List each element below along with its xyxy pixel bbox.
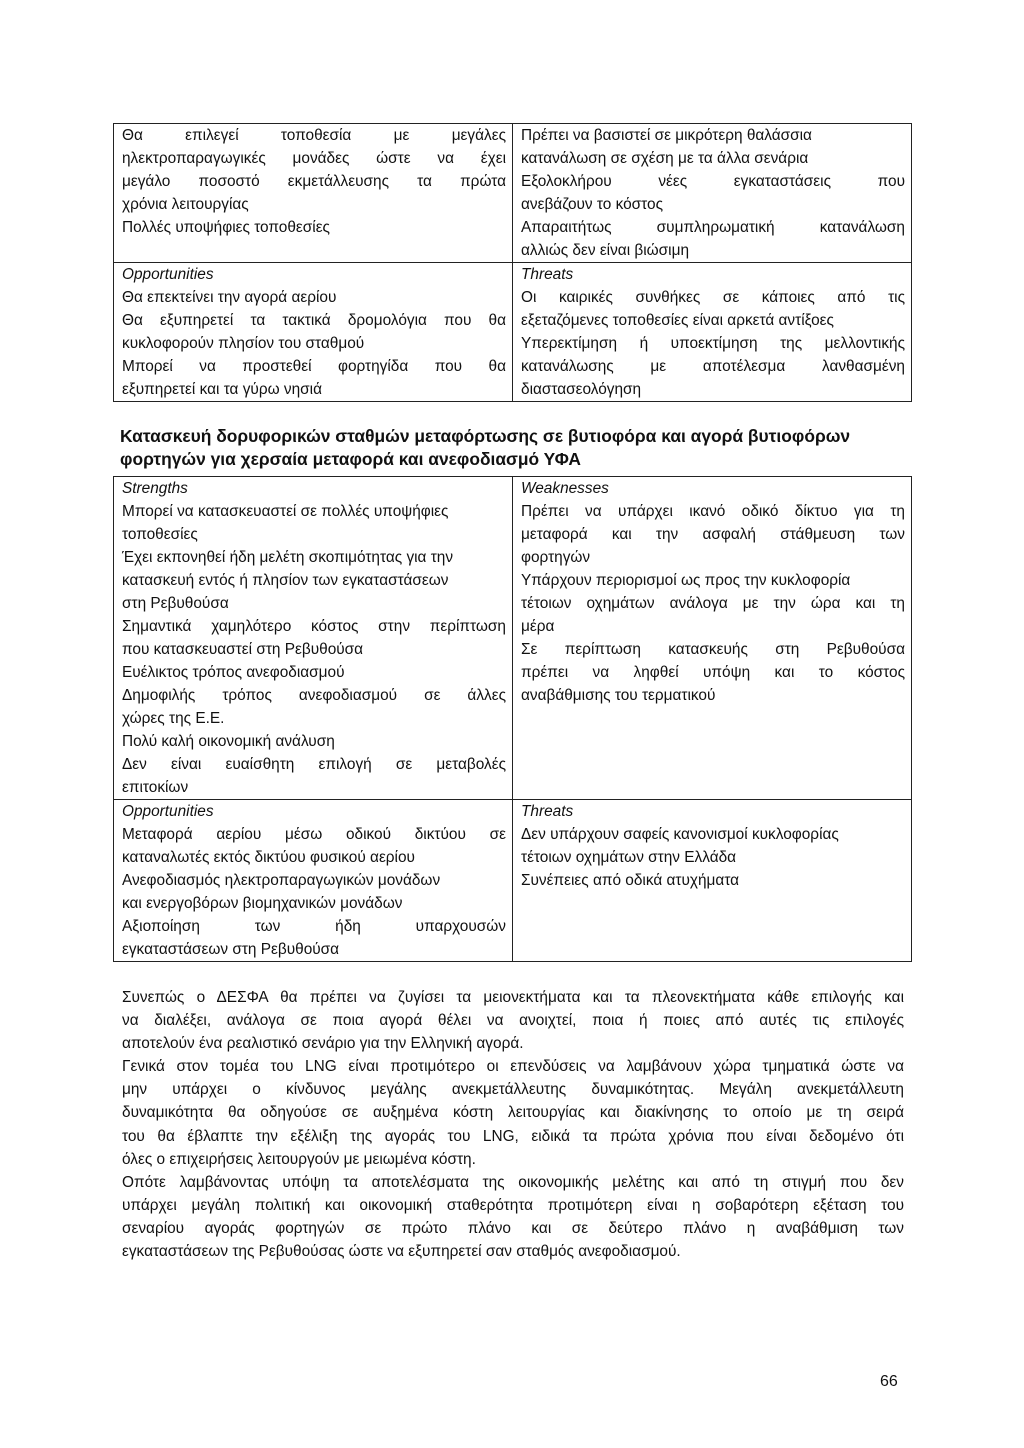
cell-line: Πολύ καλή οικονομική ανάλυση xyxy=(122,733,335,750)
cell-line: Οι καιρικές συνθήκες σε κάποιες από τις xyxy=(521,289,905,306)
threats-heading: Threats xyxy=(521,803,574,820)
cell-line: πρέπει να ληφθεί υπόψη και το κόστος xyxy=(521,664,905,681)
cell-line: εξεταζόμενες τοποθεσίες είναι αρκετά αντίξοες xyxy=(521,312,834,329)
threats-heading: Threats xyxy=(521,266,574,283)
swot2-weaknesses-cell xyxy=(513,477,912,800)
cell-line: τέτοιων οχημάτων στην Ελλάδα xyxy=(521,849,737,866)
cell-line: διαστασεολόγηση xyxy=(521,381,642,398)
body-line: Οπότε λαμβάνοντας υπόψη τα αποτελέσματα της οικονομικής μελέτης και από τη στιγμή που δεν xyxy=(122,1173,904,1191)
body-line: του θα έβλαπτε την εξέλιξη της αγοράς του LNG, ειδικά τα πρώτα χρόνια που είναι δεδομένο ότι xyxy=(122,1127,904,1145)
cell-line: και ενεργοβόρων βιομηχανικών μονάδων xyxy=(122,895,403,912)
cell-line: καταναλωτές εκτός δικτύου φυσικού αερίου xyxy=(122,849,415,866)
swot1-threats-cell xyxy=(513,263,912,402)
cell-line: Έχει εκπονηθεί ήδη μελέτη σκοπιμότητας για την xyxy=(122,549,454,566)
section-title xyxy=(120,425,910,471)
cell-line: Εξολοκλήρου νέες εγκαταστάσεις που xyxy=(521,173,905,190)
cell-line: Μεταφορά αερίου μέσω οδικού δικτύου σε xyxy=(122,826,506,843)
cell-line: Σημαντικά χαμηλότερο κόστος στην περίπτωση xyxy=(122,618,506,635)
cell-line: Υπάρχουν περιορισμοί ως προς την κυκλοφορία xyxy=(521,572,851,589)
body-line: δυναμικότητα θα οδηγούσε σε αυξημένα κόστη λειτουργίας και διακίνησης το οποίο με τη σειρά xyxy=(122,1104,904,1122)
cell-line: που κατασκευαστεί στη Ρεβυθούσα xyxy=(122,641,364,658)
cell-line: μεγάλο ποσοστό εκμετάλλευσης τα πρώτα xyxy=(122,173,506,190)
cell-line: Θα επιλεγεί τοποθεσία με μεγάλες xyxy=(122,127,506,144)
opportunities-heading: Opportunities xyxy=(122,266,214,283)
swot1-strengths-cell xyxy=(114,124,513,263)
cell-line: κατασκευή εντός ή πλησίον των εγκαταστάσεων xyxy=(122,572,449,589)
swot2-threats-cell xyxy=(513,800,912,962)
cell-line: Πρέπει να υπάρχει ικανό οδικό δίκτυο για τη xyxy=(521,503,905,520)
cell-line: εγκαταστάσεων στη Ρεβυθούσα xyxy=(122,941,340,958)
cell-line: Θα εξυπηρετεί τα τακτικά δρομολόγια που θα xyxy=(122,312,506,329)
body-line: εγκαταστάσεων της Ρεβυθούσας ώστε να εξυπηρετεί σαν σταθμός ανεφοδιασμού. xyxy=(122,1243,681,1261)
body-line: να διαλέξει, ανάλογα σε ποια αγορά θέλει να ανοιχτεί, ποια ή ποιες από αυτές τις επιλογές xyxy=(122,1012,904,1030)
cell-line: Αξιοποίηση των ήδη υπαρχουσών xyxy=(122,918,506,935)
cell-line: Δημοφιλής τρόπος ανεφοδιασμού σε άλλες xyxy=(122,687,506,704)
cell-line: τοποθεσίες xyxy=(122,526,198,543)
cell-line: Σε περίπτωση κατασκευής στη Ρεβυθούσα xyxy=(521,641,905,658)
cell-line: Ευέλικτος τρόπος ανεφοδιασμού xyxy=(122,664,345,681)
cell-line: κατανάλωσης με αποτέλεσμα λανθασμένη xyxy=(521,358,905,375)
cell-line: Ανεφοδιασμός ηλεκτροπαραγωγικών μονάδων xyxy=(122,872,441,889)
body-line: αποτελούν ένα ρεαλιστικό σενάριο για την Ελληνική αγορά. xyxy=(122,1035,524,1053)
swot1-opportunities-cell xyxy=(114,263,513,402)
body-line: σεναρίου αγοράς φορτηγών σε πρώτο πλάνο και σε δεύτερο πλάνο η αναβάθμιση των xyxy=(122,1219,904,1237)
cell-line: Μπορεί να προστεθεί φορτηγίδα που θα xyxy=(122,358,506,375)
body-line: Γενικά στον τομέα του LNG είναι προτιμότερο οι επενδύσεις να λαμβάνουν χώρα τμηματικά ώστε να xyxy=(122,1058,904,1076)
cell-line: αναβάθμισης του τερματικού xyxy=(521,687,716,704)
cell-line: Θα επεκτείνει την αγορά αερίου xyxy=(122,289,337,306)
cell-line: Υπερεκτίμηση ή υποεκτίμηση της μελλοντικής xyxy=(521,335,905,352)
cell-line: Δεν είναι ευαίσθητη επιλογή σε μεταβολές xyxy=(122,756,506,773)
swot-table-1 xyxy=(113,123,912,402)
body-paragraphs xyxy=(122,986,904,1263)
cell-line: εξυπηρετεί και τα γύρω νησιά xyxy=(122,381,322,398)
swot-table-2 xyxy=(113,476,912,962)
cell-line: Πολλές υποψήφιες τοποθεσίες xyxy=(122,219,330,236)
body-line: Συνεπώς ο ΔΕΣΦΑ θα πρέπει να ζυγίσει τα μειονεκτήματα και τα πλεονεκτήματα κάθε επιλογής και xyxy=(122,989,904,1006)
cell-line: στη Ρεβυθούσα xyxy=(122,595,229,612)
cell-line: Απαραιτήτως συμπληρωματική κατανάλωση xyxy=(521,219,905,236)
cell-line: μέρα xyxy=(521,618,555,635)
strengths-heading: Strengths xyxy=(122,480,188,497)
swot1-weaknesses-cell xyxy=(513,124,912,263)
cell-line: ανεβάζουν το κόστος xyxy=(521,196,664,213)
cell-line: φορτηγών xyxy=(521,549,591,566)
body-line: μην υπάρχει ο κίνδυνος μεγάλης ανεκμετάλλευτης δυναμικότητας. Μεγάλη ανεκμετάλλευτη xyxy=(122,1081,904,1099)
body-line: υπάρχει μεγάλη πολιτική και οικονομική σταθερότητα προτιμότερη είναι η σοβαρότερη εξέταση του xyxy=(122,1196,904,1214)
cell-line: αλλιώς δεν είναι βιώσιμη xyxy=(521,242,690,259)
cell-line: ηλεκτροπαραγωγικές μονάδες ώστε να έχει xyxy=(122,150,506,167)
cell-line: τέτοιων οχημάτων ανάλογα με την ώρα και τη xyxy=(521,595,905,612)
cell-line: Μπορεί να κατασκευαστεί σε πολλές υποψήφιες xyxy=(122,503,449,520)
swot2-opportunities-cell xyxy=(114,800,513,962)
swot2-strengths-cell xyxy=(114,477,513,800)
cell-line: χρόνια λειτουργίας xyxy=(122,196,249,213)
opportunities-heading: Opportunities xyxy=(122,803,214,820)
cell-line: Πρέπει να βασιστεί σε μικρότερη θαλάσσια xyxy=(521,127,812,144)
cell-line: Δεν υπάρχουν σαφείς κανονισμοί κυκλοφορίας xyxy=(521,826,839,843)
cell-line: μεταφορά και την ασφαλή στάθμευση των xyxy=(521,526,905,543)
cell-line: κατανάλωση σε σχέση με τα άλλα σενάρια xyxy=(521,150,809,167)
cell-line: Συνέπειες από οδικά ατυχήματα xyxy=(521,872,740,889)
weaknesses-heading: Weaknesses xyxy=(521,480,609,497)
page-number: 66 xyxy=(880,1373,898,1390)
section-title-line: Κατασκευή δορυφορικών σταθμών μεταφόρτωσης σε βυτιοφόρα και αγορά βυτιοφόρων xyxy=(120,426,851,446)
cell-line: κυκλοφορούν πλησίον του σταθμού xyxy=(122,335,365,352)
cell-line: επιτοκίων xyxy=(122,779,189,796)
body-line: όλες ο επιχειρήσεις λειτουργούν με μειωμένα κόστη. xyxy=(122,1150,476,1168)
section-title-line: φορτηγών για χερσαία μεταφορά και ανεφοδιασμό ΥΦΑ xyxy=(120,449,581,469)
cell-line: χώρες της Ε.Ε. xyxy=(122,710,225,727)
